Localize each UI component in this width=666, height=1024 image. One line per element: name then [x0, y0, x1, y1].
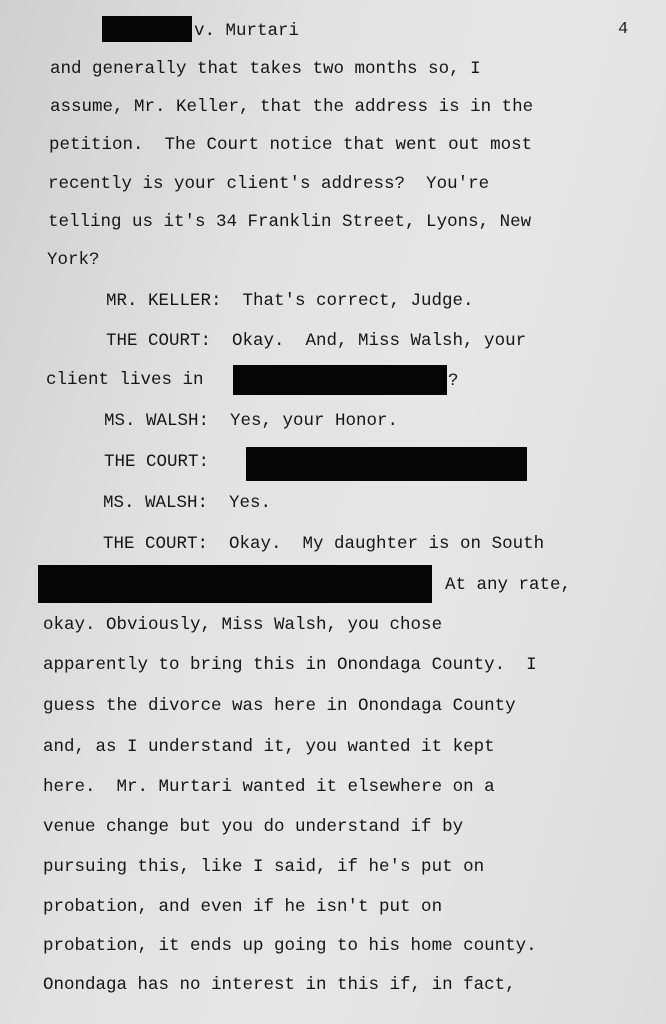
speaker-line: MS. WALSH: Yes, your Honor. [104, 411, 399, 431]
transcript-line: and, as I understand it, you wanted it kept [43, 737, 495, 757]
redaction-location [38, 565, 432, 603]
transcript-line: petition. The Court notice that went out most [49, 135, 533, 155]
transcript-line: venue change but you do understand if by [43, 817, 464, 837]
speaker-line: THE COURT: [104, 452, 210, 472]
redaction-client-address [233, 365, 447, 395]
transcript-line: York? [47, 250, 100, 270]
speaker-line: THE COURT: Okay. My daughter is on South [103, 534, 545, 554]
redaction-court-question [246, 447, 527, 481]
transcript-line: recently is your client's address? You're [48, 174, 490, 194]
transcript-line: probation, it ends up going to his home county. [43, 936, 537, 956]
transcript-line: and generally that takes two months so, I [50, 59, 481, 79]
page-number: 4 [618, 20, 629, 39]
speaker-line: MR. KELLER: That's correct, Judge. [106, 291, 474, 311]
transcript-line: pursuing this, like I said, if he's put on [43, 857, 485, 877]
transcript-line: guess the divorce was here in Onondaga County [43, 696, 516, 716]
transcript-line: client lives in [46, 370, 204, 390]
transcript-line: Onondaga has no interest in this if, in fact, [43, 975, 516, 995]
transcript-line: okay. Obviously, Miss Walsh, you chose [43, 615, 443, 635]
transcript-punctuation: ? [448, 371, 459, 391]
transcript-line: assume, Mr. Keller, that the address is in the [50, 97, 534, 117]
case-title: v. Murtari [194, 21, 300, 41]
transcript-line: probation, and even if he isn't put on [43, 897, 443, 917]
transcript-line: At any rate, [445, 575, 572, 595]
transcript-line: telling us it's 34 Franklin Street, Lyons, New [48, 212, 532, 232]
redaction-header-name [102, 16, 192, 42]
transcript-line: apparently to bring this in Onondaga County. I [43, 655, 537, 675]
speaker-line: THE COURT: Okay. And, Miss Walsh, your [106, 331, 527, 351]
speaker-line: MS. WALSH: Yes. [103, 493, 272, 513]
transcript-line: here. Mr. Murtari wanted it elsewhere on a [43, 777, 495, 797]
